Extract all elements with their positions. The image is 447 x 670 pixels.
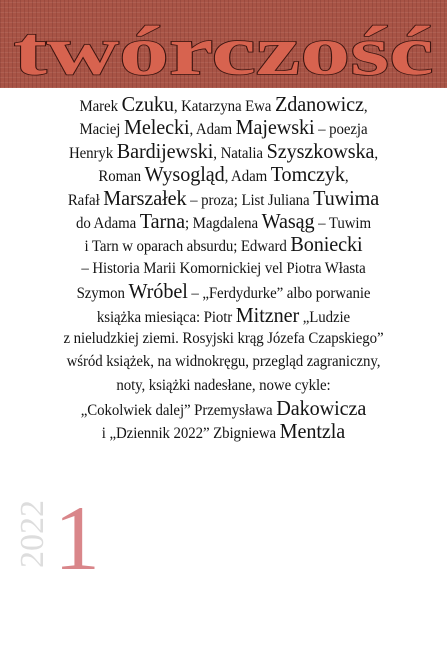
contents-text: Rafał <box>67 191 104 209</box>
contents-text: – „Ferdydurke” albo porwanie <box>187 285 371 303</box>
author-surname: Tarna <box>139 208 185 233</box>
issue-number: 1 <box>54 487 100 589</box>
masthead-title: twórczość <box>13 13 434 88</box>
contents-text: Roman <box>98 168 145 186</box>
author-surname: Tuwima <box>313 185 380 210</box>
contents-text: i „Dziennik 2022” Zbigniewa <box>101 425 280 443</box>
contents-text: ; Magdalena <box>184 214 262 232</box>
author-surname: Mitzner <box>235 302 300 327</box>
contents-text: z nieludzkiej ziemi. Rosyjski krąg Józefa Czapskiego” <box>63 329 384 347</box>
contents-line <box>8 233 438 256</box>
contents-text: i Tarn w oparach absurdu; Edward <box>84 238 291 256</box>
contents-text: , <box>344 168 349 186</box>
masthead-band <box>0 0 447 88</box>
contents-line <box>8 327 438 350</box>
contents-text: Henryk <box>68 144 117 162</box>
contents-text: Marek <box>79 98 122 115</box>
contents-line <box>8 140 438 163</box>
contents-line <box>8 397 438 420</box>
contents-text: „Ludzie <box>299 308 351 326</box>
contents-text: Szymon <box>76 285 129 303</box>
author-surname: Bardijewski <box>116 138 214 163</box>
author-surname: Tomczyk <box>270 162 345 187</box>
contents-line <box>8 187 438 210</box>
author-surname: Zdanowicz <box>274 92 364 116</box>
author-surname: Majewski <box>235 115 315 140</box>
contents-text: , <box>363 98 368 115</box>
contents-text: do Adama <box>76 214 140 232</box>
author-surname: Szyszkowska <box>266 138 375 163</box>
contents-text: , Natalia <box>213 144 267 162</box>
author-surname: Boniecki <box>290 232 363 257</box>
contents-text: – Tuwim <box>314 214 371 232</box>
contents-line <box>8 93 438 116</box>
contents-text: książka miesiąca: Piotr <box>96 308 236 326</box>
contents-text: – poezja <box>314 121 368 139</box>
contents-line <box>8 257 438 280</box>
contents-line <box>8 116 438 139</box>
author-surname: Czuku <box>121 92 174 116</box>
masthead-title-graphic <box>0 0 447 88</box>
contents-text: , Adam <box>189 121 236 139</box>
contents-text: – proza; List Juliana <box>186 191 314 209</box>
contents-text: „Cokolwiek dalej” Przemysława <box>80 402 277 420</box>
contents-line <box>8 420 438 443</box>
author-surname: Mentzla <box>279 419 346 444</box>
contents-text: noty, książki nadesłane, nowe cykle: <box>116 376 331 394</box>
contents-text: , Adam <box>224 168 271 186</box>
contents-line <box>8 350 438 373</box>
contents-line <box>8 280 438 303</box>
issue-year: 2022 <box>14 500 51 568</box>
table-of-contents <box>0 93 447 444</box>
contents-text: – Historia Marii Komornickiej vel Piotra Własta <box>81 259 366 277</box>
author-surname: Melecki <box>123 115 190 140</box>
contents-text: , <box>374 144 379 162</box>
contents-line <box>8 304 438 327</box>
contents-text: wśród książek, na widnokręgu, przegląd zagraniczny, <box>66 353 381 371</box>
author-surname: Marszałek <box>103 185 187 210</box>
author-surname: Wasąg <box>261 208 315 233</box>
contents-line <box>8 163 438 186</box>
author-surname: Wróbel <box>128 279 188 304</box>
contents-line <box>8 210 438 233</box>
contents-text: , Katarzyna Ewa <box>173 98 275 115</box>
author-surname: Wysogląd <box>144 162 225 187</box>
contents-line <box>8 374 438 397</box>
contents-text: Maciej <box>79 121 124 139</box>
author-surname: Dakowicza <box>276 396 367 421</box>
